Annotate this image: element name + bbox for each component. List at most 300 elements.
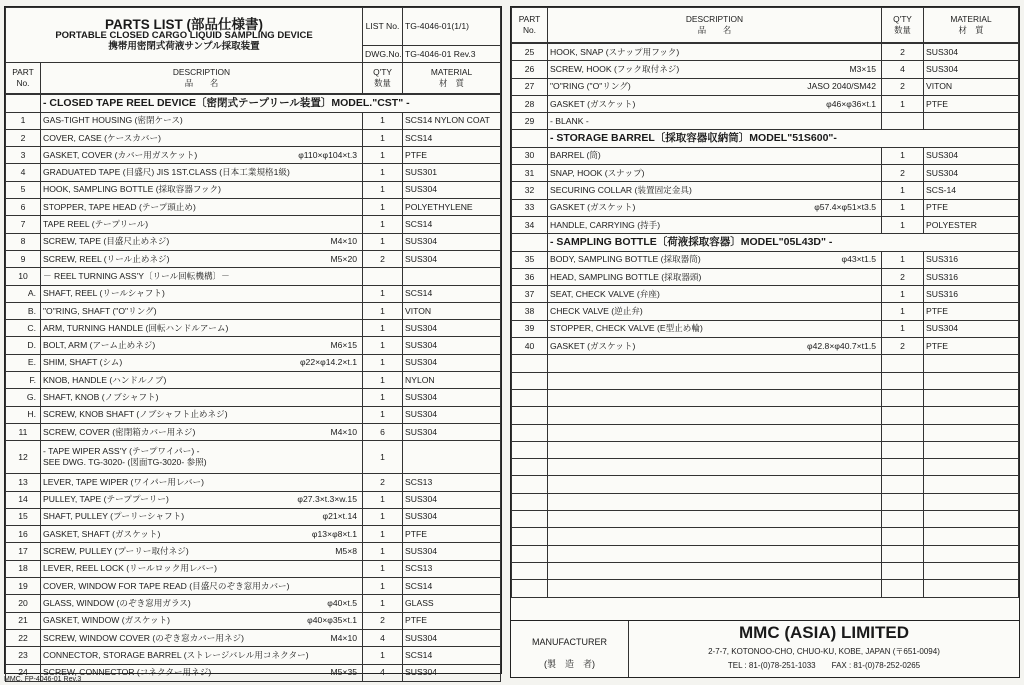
material-cell: SUS304 — [403, 406, 501, 423]
qty-cell: 1 — [882, 286, 924, 303]
right-header-table — [511, 7, 1019, 43]
description-text: GASKET (ガスケット) — [550, 98, 636, 109]
description-cell — [41, 423, 363, 440]
table-row — [6, 112, 501, 129]
description-cell — [548, 251, 882, 268]
description-text: STOPPER, TAPE HEAD (テープ頭止め) — [43, 201, 196, 212]
qty-cell: 1 — [363, 578, 403, 595]
qty-cell: 1 — [363, 526, 403, 543]
part-no-cell: 28 — [512, 95, 548, 112]
part-no-cell: 22 — [6, 629, 41, 646]
part-no-cell: 31 — [512, 165, 548, 182]
material-cell: SUS304 — [924, 147, 1019, 164]
material-cell: SCS14 — [403, 647, 501, 664]
material-cell: SUS304 — [403, 491, 501, 508]
empty-cell — [512, 545, 548, 562]
qty-cell: 1 — [363, 389, 403, 406]
material-cell: SCS14 — [403, 216, 501, 233]
empty-cell — [924, 493, 1019, 510]
part-no-cell: 34 — [512, 216, 548, 233]
dimension-text: φ21×t.14 — [322, 511, 357, 522]
section-title: - SAMPLING BOTTLE〔荷液採取容器〕MODEL"05L43D" - — [548, 234, 1019, 251]
part-no-cell: 24 — [6, 664, 41, 681]
qty-cell: 1 — [363, 147, 403, 164]
dimension-text: M4×10 — [330, 632, 357, 643]
empty-cell — [882, 511, 924, 528]
empty-row — [512, 562, 1019, 579]
description-cell — [41, 164, 363, 181]
part-no-cell: 2 — [6, 129, 41, 146]
description-cell — [548, 78, 882, 95]
dimension-text: φ13×φ8×t.1 — [311, 528, 357, 539]
material-cell: SCS14 — [403, 578, 501, 595]
material-cell — [403, 441, 501, 474]
empty-cell — [882, 372, 924, 389]
empty-cell — [548, 372, 882, 389]
description-cell — [41, 302, 363, 319]
part-no-cell: 14 — [6, 491, 41, 508]
table-row — [512, 78, 1019, 95]
empty-row — [512, 511, 1019, 528]
description-cell — [41, 612, 363, 629]
material-cell: SUS304 — [403, 664, 501, 681]
description-cell — [548, 286, 882, 303]
table-row — [512, 286, 1019, 303]
description-text: GRADUATED TAPE (目盛尺) JIS 1ST.CLASS (日本工業規格1級) — [43, 167, 290, 178]
table-row — [6, 233, 501, 250]
qty-cell: 1 — [363, 491, 403, 508]
description-text: GASKET, SHAFT (ガスケット) — [43, 528, 161, 539]
material-cell: NYLON — [403, 372, 501, 389]
empty-cell — [882, 441, 924, 458]
empty-cell — [924, 459, 1019, 476]
empty-cell — [882, 545, 924, 562]
table-row — [6, 406, 501, 423]
part-no-cell: 21 — [6, 612, 41, 629]
description-cell — [41, 629, 363, 646]
qty-cell: 2 — [363, 612, 403, 629]
qty-cell: 1 — [363, 216, 403, 233]
column-header-row — [6, 63, 501, 94]
empty-cell — [924, 580, 1019, 597]
description-text: LEVER, REEL LOCK (リールロック用レバー) — [43, 563, 217, 574]
dwg-no-value: TG-4046-01 Rev.3 — [403, 46, 501, 63]
description-cell — [548, 44, 882, 61]
table-row — [6, 508, 501, 525]
description-cell — [41, 508, 363, 525]
description-cell — [41, 595, 363, 612]
qty-cell: 1 — [363, 320, 403, 337]
description-text: SCREW, TAPE (目盛尺止めネジ) — [43, 236, 170, 247]
manufacturer-label-cell — [511, 621, 629, 677]
description-text: "O"RING, SHAFT ("O"リング) — [43, 305, 157, 316]
description-text: - TAPE WIPER ASS'Y (テープワイパー) - — [43, 446, 200, 457]
description-text: GLASS, WINDOW (のぞき窓用ガラス) — [43, 597, 191, 608]
empty-cell — [924, 476, 1019, 493]
table-row — [6, 423, 501, 440]
table-row — [512, 44, 1019, 61]
table-row — [6, 337, 501, 354]
material-cell: POLYESTER — [924, 216, 1019, 233]
empty-cell — [924, 372, 1019, 389]
description-cell — [41, 441, 363, 474]
part-no-cell — [6, 95, 41, 112]
part-no-cell: 4 — [6, 164, 41, 181]
qty-cell: 1 — [882, 320, 924, 337]
title-block — [6, 8, 363, 63]
document-footer: MMC. FP-4046-01 Rev.3 — [4, 676, 82, 683]
dimension-text: φ46×φ36×t.1 — [826, 98, 876, 109]
manufacturer-name: MMC (ASIA) LIMITED — [739, 623, 909, 642]
description-cell — [41, 406, 363, 423]
material-cell: SUS316 — [924, 251, 1019, 268]
material-cell: SUS304 — [924, 320, 1019, 337]
description-text: PULLEY, TAPE (テーププーリー) — [43, 494, 169, 505]
material-cell: SUS316 — [924, 286, 1019, 303]
description-cell — [41, 199, 363, 216]
qty-cell: 2 — [882, 268, 924, 285]
description-text: KNOB, HANDLE (ハンドルノブ) — [43, 374, 167, 385]
dimension-text: M3×15 — [849, 63, 876, 74]
description-text: GASKET, COVER (カバー用ガスケット) — [43, 149, 198, 160]
description-cell — [41, 181, 363, 198]
description-text: - BLANK - — [550, 115, 589, 126]
empty-cell — [882, 476, 924, 493]
qty-cell: 1 — [882, 303, 924, 320]
section-header-row — [512, 234, 1019, 251]
material-cell: SUS304 — [924, 44, 1019, 61]
part-no-cell: 9 — [6, 250, 41, 267]
empty-cell — [924, 389, 1019, 406]
qty-cell: 2 — [882, 78, 924, 95]
part-no-cell: 6 — [6, 199, 41, 216]
table-row — [6, 629, 501, 646]
material-cell: SUS304 — [403, 181, 501, 198]
table-row — [6, 560, 501, 577]
dimension-text: M4×10 — [330, 426, 357, 437]
table-row — [512, 338, 1019, 355]
description-cell — [548, 268, 882, 285]
part-no-cell: 10 — [6, 268, 41, 285]
description-text: SCREW, PULLEY (プーリー取付ネジ) — [43, 546, 189, 557]
qty-cell: 1 — [363, 112, 403, 129]
description-text: GASKET, WINDOW (ガスケット) — [43, 615, 171, 626]
material-cell: SUS304 — [403, 320, 501, 337]
part-no-cell: 40 — [512, 338, 548, 355]
part-no-cell: 8 — [6, 233, 41, 250]
empty-cell — [548, 476, 882, 493]
description-text: BOLT, ARM (アーム止めネジ) — [43, 340, 156, 351]
table-row — [512, 182, 1019, 199]
part-no-cell: E. — [6, 354, 41, 371]
qty-cell: 1 — [882, 147, 924, 164]
empty-row — [512, 528, 1019, 545]
description-cell — [41, 250, 363, 267]
description-text: SCREW, COVER (密閉箱カバー用ネジ) — [43, 426, 196, 437]
dimension-text: φ43×t1.5 — [841, 254, 876, 265]
col-description: DESCRIPTION 品 名 — [41, 63, 363, 94]
col-material: MATERIAL 材 質 — [403, 63, 501, 94]
table-row — [512, 95, 1019, 112]
description-cell — [548, 113, 882, 130]
description-text: HOOK, SNAP (スナップ用フック) — [550, 46, 680, 57]
empty-cell — [512, 441, 548, 458]
part-no-cell: 5 — [6, 181, 41, 198]
table-row — [6, 250, 501, 267]
empty-cell — [548, 389, 882, 406]
empty-cell — [512, 562, 548, 579]
description-text: BODY, SAMPLING BOTTLE (採取器筒) — [550, 254, 701, 265]
table-row — [6, 526, 501, 543]
material-cell: SCS-14 — [924, 182, 1019, 199]
material-cell: SUS304 — [403, 250, 501, 267]
section-header-row — [512, 130, 1019, 147]
qty-cell: 2 — [363, 250, 403, 267]
table-row — [6, 285, 501, 302]
material-cell: PTFE — [924, 303, 1019, 320]
material-cell: VITON — [924, 78, 1019, 95]
table-row — [6, 543, 501, 560]
description-text: SCREW, REEL (リール止めネジ) — [43, 253, 170, 264]
table-row — [512, 251, 1019, 268]
description-text: HANDLE, CARRYING (持手) — [550, 219, 661, 230]
qty-cell: 2 — [882, 338, 924, 355]
description-cell — [548, 147, 882, 164]
empty-cell — [882, 407, 924, 424]
part-no-cell: 25 — [512, 44, 548, 61]
qty-cell — [363, 268, 403, 285]
empty-row — [512, 424, 1019, 441]
qty-cell: 2 — [882, 44, 924, 61]
qty-cell: 1 — [363, 560, 403, 577]
empty-cell — [512, 389, 548, 406]
empty-cell — [512, 459, 548, 476]
part-no-cell: 29 — [512, 113, 548, 130]
material-cell: SCS13 — [403, 560, 501, 577]
empty-cell — [512, 528, 548, 545]
description-cell — [41, 129, 363, 146]
part-no-cell: A. — [6, 285, 41, 302]
description-cell — [41, 664, 363, 681]
dimension-text: φ110×φ104×t.3 — [298, 149, 357, 160]
dimension-text: M5×35 — [330, 667, 357, 678]
material-cell: PTFE — [403, 147, 501, 164]
empty-cell — [512, 355, 548, 372]
table-row — [6, 389, 501, 406]
description-cell — [548, 320, 882, 337]
description-cell — [41, 320, 363, 337]
description-text: ARM, TURNING HANDLE (回転ハンドルアーム) — [43, 322, 229, 333]
empty-row — [512, 407, 1019, 424]
qty-cell: 1 — [882, 251, 924, 268]
col-qty: Q'TY 数量 — [882, 8, 924, 43]
part-no-cell — [512, 234, 548, 251]
description-text: SHAFT, PULLEY (プーリーシャフト) — [43, 511, 185, 522]
section-header-row — [6, 95, 501, 112]
table-row — [6, 372, 501, 389]
description-cell — [548, 303, 882, 320]
part-no-cell: H. — [6, 406, 41, 423]
part-no-cell: 16 — [6, 526, 41, 543]
description-text: HEAD, SAMPLING BOTTLE (採取器頭) — [550, 271, 702, 282]
material-cell: PTFE — [924, 199, 1019, 216]
qty-cell: 1 — [363, 337, 403, 354]
description-cell — [41, 543, 363, 560]
empty-cell — [512, 407, 548, 424]
description-text: － REEL TURNING ASS'Y〔リール回転機構〕－ — [43, 270, 230, 281]
part-no-cell: 1 — [6, 112, 41, 129]
description-cell — [41, 474, 363, 491]
part-no-cell: F. — [6, 372, 41, 389]
description-text: COVER, CASE (ケースカバー) — [43, 132, 161, 143]
description-cell — [548, 338, 882, 355]
description-text: HOOK, SAMPLING BOTTLE (採取容器フック) — [43, 184, 221, 195]
empty-cell — [882, 355, 924, 372]
empty-cell — [924, 407, 1019, 424]
material-cell: GLASS — [403, 595, 501, 612]
description-text: LEVER, TAPE WIPER (ワイパー用レバー) — [43, 476, 204, 487]
description-cell — [548, 216, 882, 233]
description-text: GASKET (ガスケット) — [550, 340, 636, 351]
dimension-text: M6×15 — [330, 340, 357, 351]
manufacturer-block — [511, 620, 1019, 677]
dimension-text: φ42.8×φ40.7×t1.5 — [807, 340, 876, 351]
description-cell — [41, 233, 363, 250]
empty-cell — [882, 389, 924, 406]
table-row — [6, 612, 501, 629]
list-no-value: TG-4046-01(1/1) — [403, 8, 501, 46]
manufacturer-label-jp: (製 造 者) — [544, 659, 595, 669]
table-row — [6, 181, 501, 198]
description-text: STOPPER, CHECK VALVE (E型止め輪) — [550, 323, 703, 334]
material-cell: SUS304 — [403, 543, 501, 560]
table-row — [6, 129, 501, 146]
empty-cell — [548, 493, 882, 510]
part-no-cell: 11 — [6, 423, 41, 440]
qty-cell: 1 — [363, 285, 403, 302]
dimension-text: φ40×φ35×t.1 — [307, 615, 357, 626]
qty-cell: 2 — [363, 474, 403, 491]
description-text: SHAFT, REEL (リールシャフト) — [43, 288, 165, 299]
right-parts-table — [511, 43, 1019, 598]
empty-cell — [548, 424, 882, 441]
description-cell — [41, 354, 363, 371]
description-text: GAS-TIGHT HOUSING (密閉ケース) — [43, 115, 183, 126]
qty-cell: 1 — [882, 182, 924, 199]
part-no-cell: 35 — [512, 251, 548, 268]
description-cell — [41, 389, 363, 406]
description-text: SNAP, HOOK (スナップ) — [550, 167, 645, 178]
part-no-cell: D. — [6, 337, 41, 354]
list-no-label: LIST No. — [363, 8, 403, 46]
part-no-cell: 13 — [6, 474, 41, 491]
manufacturer-address: 2-7-7, KOTONOO-CHO, CHUO-KU, KOBE, JAPAN (〒651-0094) — [708, 647, 940, 656]
empty-cell — [548, 441, 882, 458]
table-row — [6, 199, 501, 216]
qty-cell: 1 — [363, 302, 403, 319]
part-no-cell: 30 — [512, 147, 548, 164]
part-no-cell: 39 — [512, 320, 548, 337]
qty-cell: 1 — [363, 595, 403, 612]
table-row — [512, 165, 1019, 182]
manufacturer-phone: TEL : 81-(0)78-251-1033 FAX : 81-(0)78-252-0265 — [727, 661, 921, 670]
left-parts-table — [5, 94, 501, 682]
dimension-text: φ57.4×φ51×t3.5 — [814, 202, 876, 213]
part-no-cell: 15 — [6, 508, 41, 525]
part-no-cell: 23 — [6, 647, 41, 664]
description-text: SECURING COLLAR (装置固定金具) — [550, 185, 692, 196]
empty-cell — [924, 355, 1019, 372]
empty-cell — [924, 545, 1019, 562]
qty-cell: 1 — [363, 199, 403, 216]
table-row — [512, 61, 1019, 78]
empty-row — [512, 389, 1019, 406]
table-row — [6, 164, 501, 181]
material-cell: SUS304 — [403, 423, 501, 440]
qty-cell: 1 — [882, 216, 924, 233]
material-cell: SUS304 — [403, 389, 501, 406]
description-cell — [41, 285, 363, 302]
table-row — [6, 268, 501, 285]
qty-cell: 1 — [363, 354, 403, 371]
col-part-no: PART No. — [6, 63, 41, 94]
empty-cell — [924, 424, 1019, 441]
description-cell — [41, 491, 363, 508]
empty-cell — [512, 424, 548, 441]
parts-list-left-sheet — [4, 6, 502, 678]
description-cell — [41, 560, 363, 577]
description-text: SEAT, CHECK VALVE (弁座) — [550, 288, 660, 299]
table-row — [512, 320, 1019, 337]
part-no-cell: 18 — [6, 560, 41, 577]
empty-cell — [924, 511, 1019, 528]
page-subtitle-jp: 携帯用密閉式荷液サンプル採取装置 — [108, 40, 260, 52]
empty-cell — [882, 580, 924, 597]
part-no-cell: 32 — [512, 182, 548, 199]
col-description: DESCRIPTION 品 名 — [548, 8, 882, 43]
part-no-cell: C. — [6, 320, 41, 337]
empty-cell — [512, 476, 548, 493]
dimension-text: φ27.3×t.3×w.15 — [297, 494, 357, 505]
part-no-cell: 3 — [6, 147, 41, 164]
dimension-text: M5×8 — [335, 546, 357, 557]
part-no-cell: 26 — [512, 61, 548, 78]
empty-cell — [512, 511, 548, 528]
qty-cell: 1 — [363, 406, 403, 423]
table-row — [512, 216, 1019, 233]
qty-cell: 4 — [363, 664, 403, 681]
part-no-cell: 27 — [512, 78, 548, 95]
description-text: SCREW, CONNECTOR (コネクター用ネジ) — [43, 667, 212, 678]
empty-cell — [882, 528, 924, 545]
material-cell: SCS13 — [403, 474, 501, 491]
empty-cell — [882, 424, 924, 441]
table-row — [512, 268, 1019, 285]
empty-cell — [882, 562, 924, 579]
qty-cell: 1 — [363, 647, 403, 664]
part-no-cell: 12 — [6, 441, 41, 474]
page-subtitle: PORTABLE CLOSED CARGO LIQUID SAMPLING DEVICE — [55, 29, 313, 41]
qty-cell: 1 — [363, 164, 403, 181]
table-row — [6, 354, 501, 371]
dimension-text: φ40×t.5 — [327, 597, 357, 608]
empty-cell — [548, 511, 882, 528]
qty-cell: 1 — [363, 543, 403, 560]
part-no-cell: 7 — [6, 216, 41, 233]
material-cell: VITON — [403, 302, 501, 319]
material-cell — [403, 268, 501, 285]
material-cell: SCS14 — [403, 129, 501, 146]
